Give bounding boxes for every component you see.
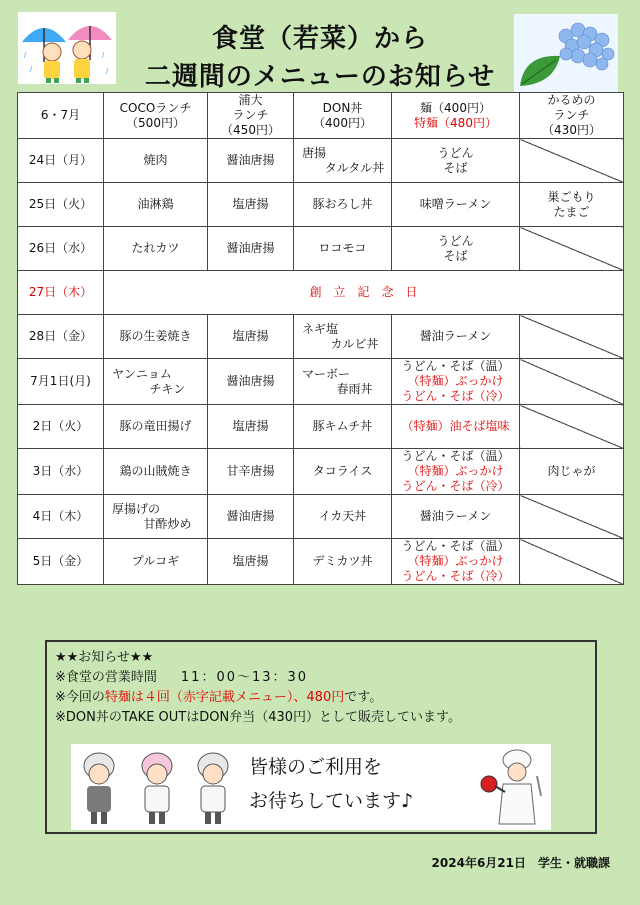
men-cell: うどん そば bbox=[392, 139, 520, 183]
rain-children-illustration bbox=[18, 12, 116, 84]
karume-empty-cell bbox=[520, 539, 624, 585]
coco-cell: 鶏の山賊焼き bbox=[104, 449, 208, 495]
table-row bbox=[18, 183, 624, 227]
don-cell: 唐揚 タルタル丼 bbox=[294, 139, 392, 183]
men-cell: 醤油ラーメン bbox=[392, 495, 520, 539]
greeting-panel bbox=[71, 744, 551, 830]
coco-cell: 豚の生姜焼き bbox=[104, 315, 208, 359]
don-cell: デミカツ丼 bbox=[294, 539, 392, 585]
notice-special-noodles: ※今回の特麺は４回（赤字記載メニュー）、480円です。 bbox=[55, 690, 383, 705]
karume-cell: 巣ごもり たまご bbox=[520, 183, 624, 227]
coco-cell: ヤンニョム チキン bbox=[104, 359, 208, 405]
table-row bbox=[18, 271, 624, 315]
coco-cell: プルコギ bbox=[104, 539, 208, 585]
uradai-cell: 醤油唐揚 bbox=[208, 227, 294, 271]
table-row bbox=[18, 315, 624, 359]
footer-date-department: 2024年6月21日 学生・就職課 bbox=[431, 856, 610, 870]
don-cell: ネギ塩 カルビ丼 bbox=[294, 315, 392, 359]
uradai-cell: 塩唐揚 bbox=[208, 539, 294, 585]
menu-table bbox=[17, 92, 624, 585]
header-karume-lunch: かるめの ランチ （430円） bbox=[520, 93, 624, 139]
karume-empty-cell bbox=[520, 495, 624, 539]
date-cell: 2日（火） bbox=[18, 405, 104, 449]
coco-cell: 厚揚げの 甘酢炒め bbox=[104, 495, 208, 539]
header-uradai-lunch: 浦大 ランチ （450円） bbox=[208, 93, 294, 139]
men-cell: うどん・そば（温） （特麺）ぶっかけ うどん・そば（冷） bbox=[392, 539, 520, 585]
men-cell: 味噌ラーメン bbox=[392, 183, 520, 227]
table-row bbox=[18, 405, 624, 449]
men-cell: （特麺）油そば塩味 bbox=[392, 405, 520, 449]
header-month: 6・7月 bbox=[18, 93, 104, 139]
men-cell: うどん・そば（温） （特麺）ぶっかけ うどん・そば（冷） bbox=[392, 449, 520, 495]
karume-empty-cell bbox=[520, 405, 624, 449]
uradai-cell: 塩唐揚 bbox=[208, 315, 294, 359]
uradai-cell: 醤油唐揚 bbox=[208, 495, 294, 539]
page-title-line2: 二週間のメニューのお知らせ bbox=[144, 62, 496, 92]
header-noodles: 麺（400円） 特麺（480円） bbox=[392, 93, 520, 139]
table-row bbox=[18, 139, 624, 183]
coco-cell: 焼肉 bbox=[104, 139, 208, 183]
don-cell: タコライス bbox=[294, 449, 392, 495]
karume-cell: 肉じゃが bbox=[520, 449, 624, 495]
coco-cell: 豚の竜田揚げ bbox=[104, 405, 208, 449]
notice-takeout: ※DON丼のTAKE OUTはDON弁当（430円）として販売しています。 bbox=[55, 710, 461, 725]
table-row bbox=[18, 539, 624, 585]
chef-illustration bbox=[479, 746, 549, 828]
date-cell: 24日（月） bbox=[18, 139, 104, 183]
coco-cell: 油淋鶏 bbox=[104, 183, 208, 227]
table-row bbox=[18, 227, 624, 271]
date-cell: 26日（水） bbox=[18, 227, 104, 271]
notice-box bbox=[45, 640, 597, 834]
uradai-cell: 塩唐揚 bbox=[208, 405, 294, 449]
karume-empty-cell bbox=[520, 139, 624, 183]
don-cell: マーボー 春雨丼 bbox=[294, 359, 392, 405]
header-coco-lunch: COCOランチ （500円） bbox=[104, 93, 208, 139]
date-cell: 5日（金） bbox=[18, 539, 104, 585]
date-cell: 3日（水） bbox=[18, 449, 104, 495]
table-row bbox=[18, 449, 624, 495]
men-cell: 醤油ラーメン bbox=[392, 315, 520, 359]
don-cell: ロコモコ bbox=[294, 227, 392, 271]
uradai-cell: 甘辛唐揚 bbox=[208, 449, 294, 495]
table-row bbox=[18, 495, 624, 539]
holiday-cell: 創 立 記 念 日 bbox=[104, 271, 624, 315]
coco-cell: たれカツ bbox=[104, 227, 208, 271]
uradai-cell: 醤油唐揚 bbox=[208, 359, 294, 405]
don-cell: 豚キムチ丼 bbox=[294, 405, 392, 449]
greeting-message: 皆様のご利用を お待ちしています♪ bbox=[249, 756, 414, 812]
karume-empty-cell bbox=[520, 227, 624, 271]
date-cell: 27日（木） bbox=[18, 271, 104, 315]
men-cell: うどん そば bbox=[392, 227, 520, 271]
cafeteria-staff-illustration bbox=[71, 744, 241, 830]
don-cell: イカ天丼 bbox=[294, 495, 392, 539]
uradai-cell: 塩唐揚 bbox=[208, 183, 294, 227]
header-don: DON丼 （400円） bbox=[294, 93, 392, 139]
notice-heading: ★★お知らせ★★ bbox=[55, 650, 154, 665]
table-row bbox=[18, 359, 624, 405]
uradai-cell: 醤油唐揚 bbox=[208, 139, 294, 183]
karume-empty-cell bbox=[520, 359, 624, 405]
notice-hours: ※食堂の営業時間 11：00～13：30 bbox=[55, 670, 309, 685]
hydrangea-illustration bbox=[514, 14, 618, 94]
page-title-line1: 食堂（若菜）から bbox=[211, 24, 428, 54]
table-header-row bbox=[18, 93, 624, 139]
date-cell: 28日（金） bbox=[18, 315, 104, 359]
date-cell: 7月1日(月) bbox=[18, 359, 104, 405]
don-cell: 豚おろし丼 bbox=[294, 183, 392, 227]
karume-empty-cell bbox=[520, 315, 624, 359]
date-cell: 4日（木） bbox=[18, 495, 104, 539]
date-cell: 25日（火） bbox=[18, 183, 104, 227]
men-cell: うどん・そば（温） （特麺）ぶっかけ うどん・そば（冷） bbox=[392, 359, 520, 405]
